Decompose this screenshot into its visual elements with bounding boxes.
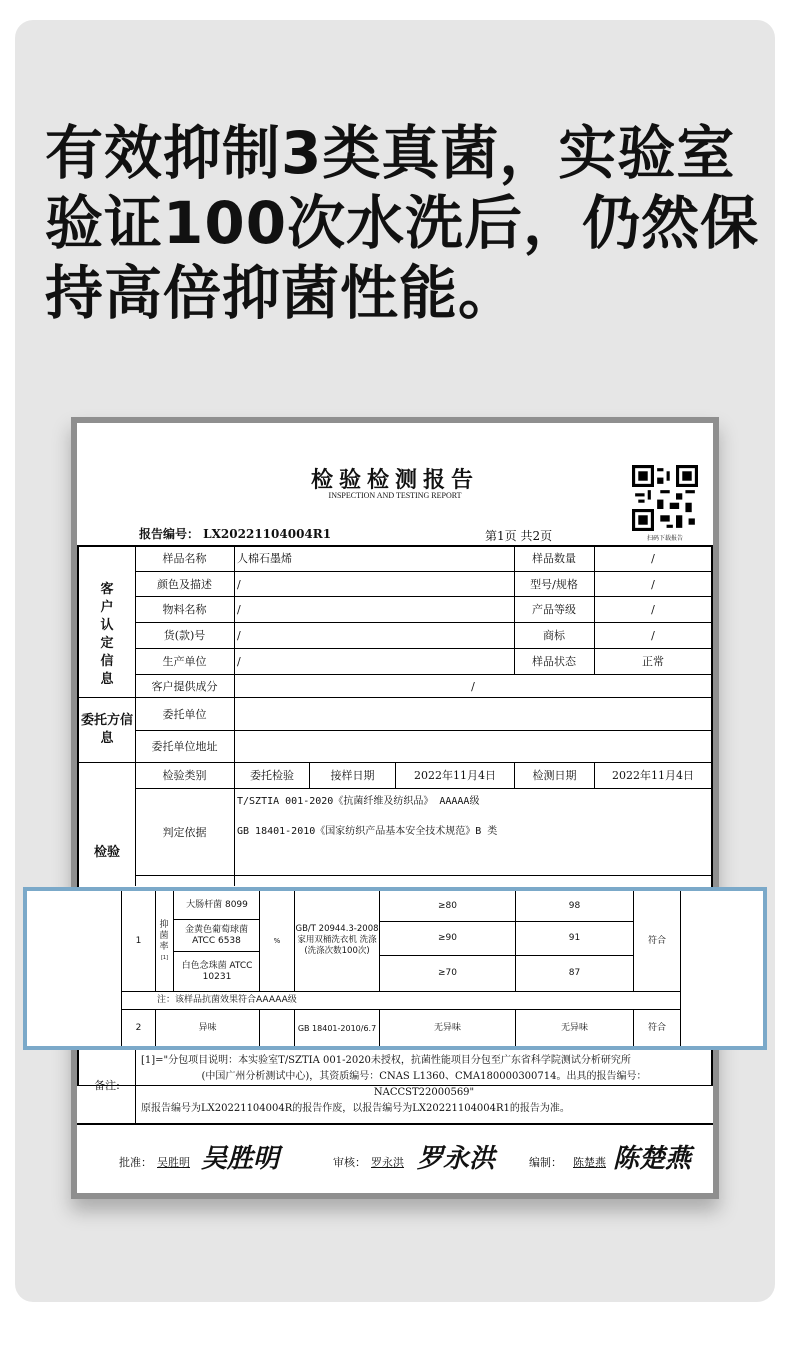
qr-caption: 扫码下载报告 [646,535,683,542]
label-composition: 客户提供成分 [151,679,218,693]
bacteria-3: 白色念珠菌 ATCC 10231 [181,960,253,982]
requirement-3: ≥70 [438,968,457,978]
label-receive-date: 接样日期 [330,769,375,782]
odor-result: 无异味 [560,1022,588,1033]
headline-line-3: 持高倍抑菌性能。 [45,259,518,327]
report-title: 检验检测报告 [310,467,479,493]
page-info: 第1页 共2页 [485,529,553,543]
test-report [71,417,719,1199]
label-state: 样品状态 [532,655,576,668]
review-signature: 罗永洪 [417,1144,496,1174]
verdict-1: 符合 [647,935,666,946]
group-label: 抑菌率 [159,919,169,952]
approve-signature: 吴胜明 [201,1144,280,1174]
remarks-line-1: [1]="分包项目说明：本实验室T/SZTIA 001-2020未授权，抗菌性能项目分包至广东省科学院测试分析研究所 [141,1054,631,1066]
label-basis: 判定依据 [162,825,207,839]
label-model: 型号/规格 [530,577,578,591]
review-name: 罗永洪 [371,1156,404,1169]
remarks-line-2: (中国广州分析测试中心)，其资质编号：CNAS L1360、CMA180000300714。出具的报告编号： [201,1070,647,1082]
value-composition: / [471,679,475,693]
headline-line-2: 验证100次水洗后，仍然保 [45,189,760,257]
result-1: 98 [568,900,581,911]
report-subtitle: INSPECTION AND TESTING REPORT [328,491,462,500]
approve-label: 批准： [119,1156,152,1169]
value-inspect-type: 委托检验 [250,769,294,782]
client-section-label: 客户认定信息 [100,582,114,687]
value-basis-2: GB 18401-2010《国家纺织产品基本安全技术规范》B 类 [237,825,498,837]
requirement-1: ≥80 [438,900,457,911]
odor-method: GB 18401-2010/6.7 [297,1023,377,1033]
label-sample-qty: 样品数量 [532,552,576,565]
value-brand: / [651,629,655,642]
value-basis-1: T/SZTIA 001-2020《抗菌纤维及纺织品》 AAAAA级 [237,795,480,807]
label-inspect-type: 检验类别 [162,769,207,782]
label-grade: 产品等级 [532,603,576,616]
label-sample-name: 样品名称 [162,552,207,565]
value-maker: / [237,655,241,668]
label-color: 颜色及描述 [157,577,212,591]
remarks-label: 备注: [94,1079,120,1092]
review-label: 审核： [333,1156,366,1169]
result-2: 91 [568,933,581,943]
bacteria-1: 大肠杆菌 8099 [186,899,248,910]
value-receive-date: 2022年11月4日 [414,769,496,782]
remarks-line-3: NACCST22000569" [373,1086,475,1098]
row-1-number: 1 [135,935,142,946]
verdict-2: 符合 [647,1022,666,1033]
result-3: 87 [568,968,581,978]
edit-signature: 陈楚燕 [613,1144,692,1174]
value-model: / [651,577,655,591]
edit-name: 陈楚燕 [573,1156,606,1169]
bacteria-2: 金黄色葡萄球菌 ATCC 6538 [184,924,248,946]
test-method: GB/T 20944.3-2008 家用双桶洗衣机 洗涤 (洗涤次数100次) [295,923,379,956]
label-item-no: 货(款)号 [163,629,206,642]
inspect-section-label: 检验 [93,845,120,860]
unit: % [273,936,281,945]
label-entrust-addr: 委托单位地址 [151,740,218,753]
edit-label: 编制： [529,1156,562,1169]
label-material: 物料名称 [162,603,207,616]
headline-line-1: 有效抑制3类真菌，实验室 [45,119,736,187]
report-paper [77,423,713,1193]
label-brand: 商标 [543,629,565,642]
odor-item: 异味 [198,1022,217,1033]
value-sample-name: 人棉石墨烯 [237,552,292,565]
label-maker: 生产单位 [162,655,207,668]
requirement-2: ≥90 [438,933,457,943]
headline [45,118,765,328]
value-color: / [237,577,241,591]
report-number: 报告编号： LX20221104004R1 [139,527,332,541]
value-item-no: / [237,629,241,642]
label-entrust-unit: 委托单位 [162,707,207,721]
qr-code-icon [632,465,698,531]
value-grade: / [651,603,655,616]
value-sample-qty: / [651,552,655,565]
odor-requirement: 无异味 [433,1022,461,1033]
antibacterial-note: 注：该样品抗菌效果符合AAAAA级 [157,995,297,1005]
label-test-date: 检测日期 [532,769,577,782]
row-2-number: 2 [135,1022,142,1033]
value-state: 正常 [642,655,664,668]
entrust-section-label: 委托方信息 [80,713,133,746]
value-material: / [237,603,241,616]
highlight-results-table [23,887,767,1050]
group-note: [1] [160,954,169,961]
value-test-date: 2022年11月4日 [612,769,694,782]
approve-name: 吴胜明 [157,1156,190,1169]
remarks-line-4: 原报告编号为LX20221104004R的报告作废，以报告编号为LX20221104004R1的报告为准。 [141,1102,570,1114]
